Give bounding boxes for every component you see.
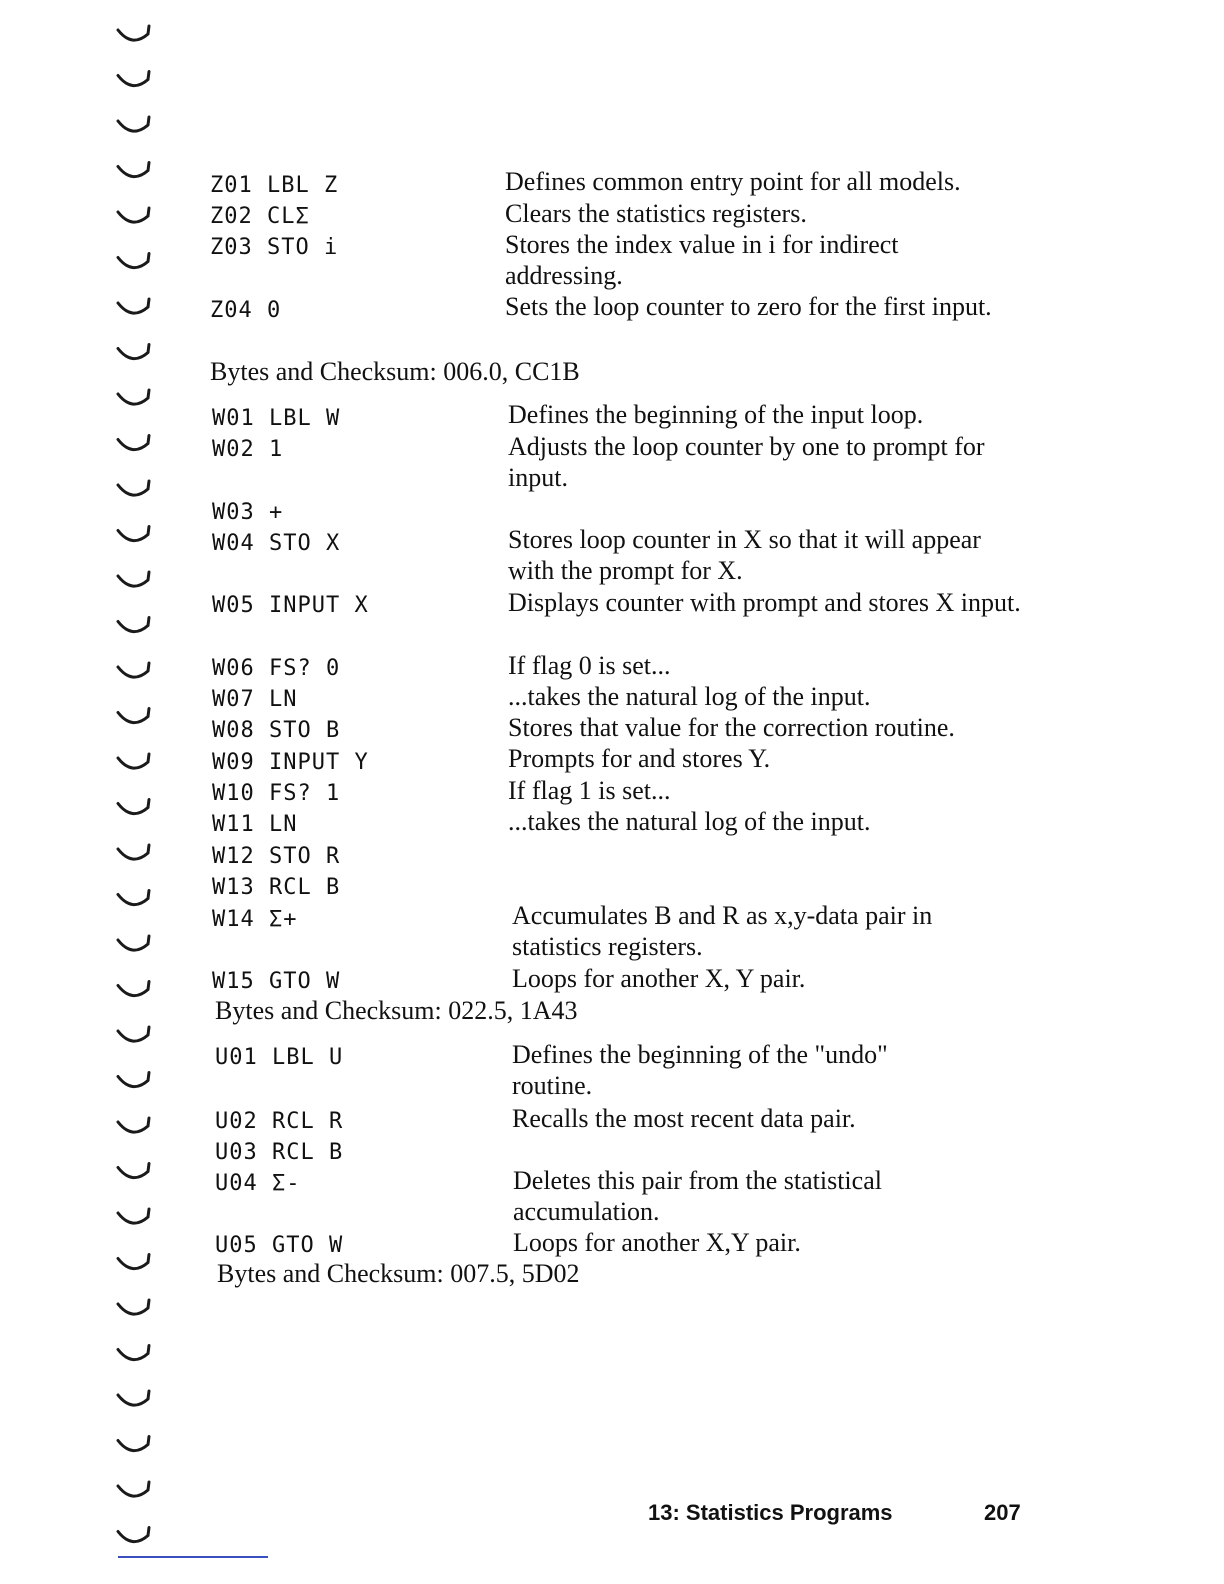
bytes-checksum: Bytes and Checksum: 006.0, CC1B [210,357,580,386]
code-line: Z01 LBL Z [210,173,339,198]
code-line: U02 RCL R [215,1109,344,1134]
code-description: Sets the loop counter to zero for the first input. [505,292,992,321]
code-description: Deletes this pair from the statistical accumulation. [513,1166,882,1226]
code-line: W13 RCL B [212,875,341,900]
code-line: W14 Σ+ [212,907,298,932]
code-description: If flag 1 is set... [508,776,671,805]
code-description: Displays counter with prompt and stores X input. [508,588,1021,617]
code-line: Z03 STO i [210,235,339,260]
code-line: W08 STO B [212,718,341,743]
code-description: ...takes the natural log of the input. [508,807,871,836]
page-number: 207 [984,1500,1021,1525]
code-line: W07 LN [212,687,298,712]
code-description: Loops for another X,Y pair. [513,1228,801,1257]
code-line: U01 LBL U [215,1045,344,1070]
code-description: Stores that value for the correction routine. [508,713,955,742]
code-description: Defines the beginning of the "undo" routine. [512,1040,888,1100]
code-description: If flag 0 is set... [508,651,671,680]
code-line: W11 LN [212,812,298,837]
code-line: W01 LBL W [212,406,341,431]
code-line: W10 FS? 1 [212,781,341,806]
code-description: Stores loop counter in X so that it will appear with the prompt for X. [508,525,981,585]
code-line: W05 INPUT X [212,593,369,618]
code-description: Accumulates B and R as x,y-data pair in statistics registers. [512,901,933,961]
code-description: Clears the statistics registers. [505,199,807,228]
code-line: Z04 0 [210,298,282,323]
code-description: Adjusts the loop counter by one to prompt for input. [508,432,985,492]
code-description: Loops for another X, Y pair. [512,964,806,993]
code-line: W12 STO R [212,844,341,869]
code-line: U05 GTO W [215,1233,344,1258]
code-line: U03 RCL B [215,1140,344,1165]
code-line: W15 GTO W [212,969,341,994]
code-line: U04 Σ- [215,1171,301,1196]
code-description: ...takes the natural log of the input. [508,682,871,711]
code-line: Z02 CLΣ [210,204,310,229]
code-line: W04 STO X [212,531,341,556]
code-line: W02 1 [212,437,284,462]
code-description: Defines common entry point for all models. [505,167,961,196]
code-description: Recalls the most recent data pair. [512,1104,856,1133]
chapter-footer: 13: Statistics Programs [648,1500,893,1525]
code-description: Defines the beginning of the input loop. [508,400,924,429]
code-description: Prompts for and stores Y. [508,744,771,773]
bytes-checksum: Bytes and Checksum: 022.5, 1A43 [215,996,578,1025]
code-line: W09 INPUT Y [212,750,369,775]
code-line: W06 FS? 0 [212,656,341,681]
code-description: Stores the index value in i for indirect addressing. [505,230,899,290]
bytes-checksum: Bytes and Checksum: 007.5, 5D02 [217,1259,580,1288]
code-line: W03 + [212,500,284,525]
